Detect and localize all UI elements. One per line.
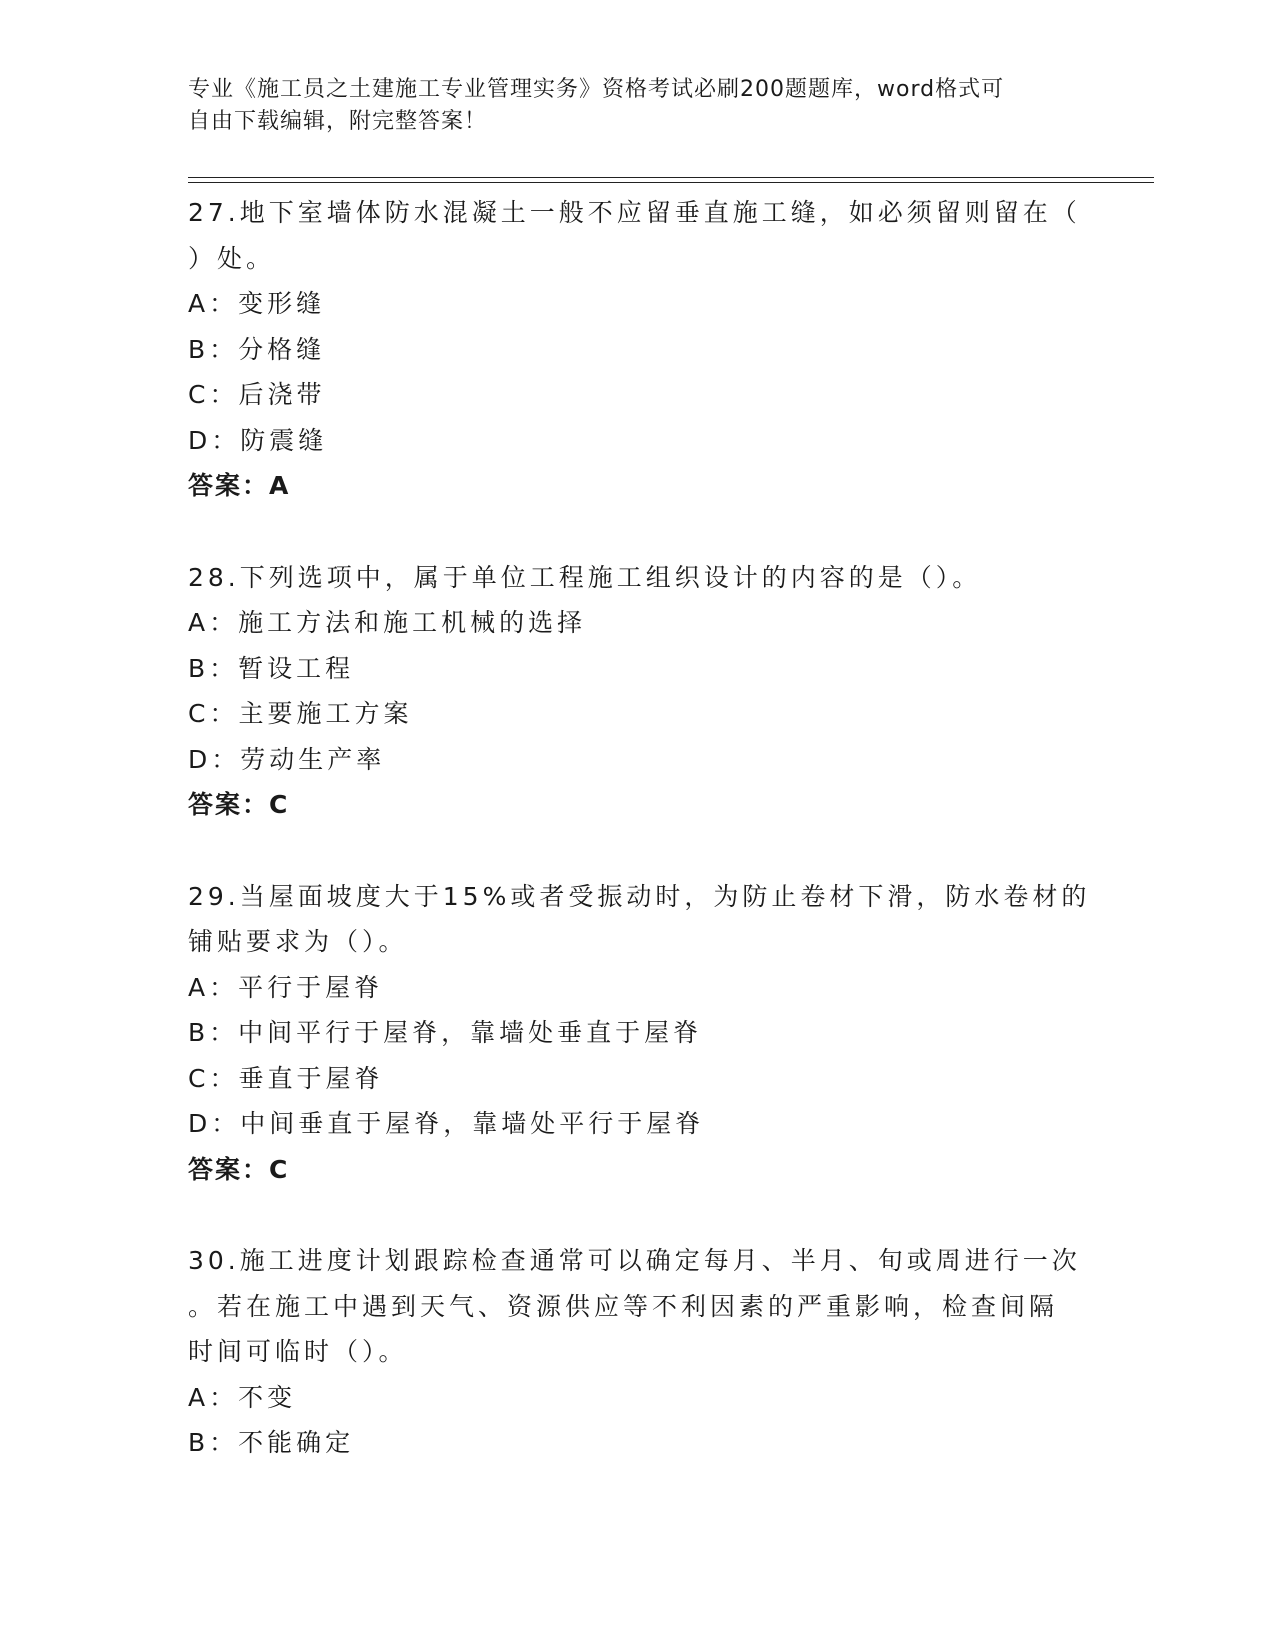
option-b: B：分格缝 <box>188 334 326 364</box>
question-stem: 时间可临时（）。 <box>188 1337 408 1366</box>
option-b: B：暂设工程 <box>188 653 355 683</box>
option-a: A：施工方法和施工机械的选择 <box>188 608 587 637</box>
document-header <box>188 74 1068 138</box>
question-28 <box>188 555 1088 828</box>
option-a: A：不变 <box>188 1382 297 1412</box>
option-d: D：劳动生产率 <box>188 744 386 774</box>
question-stem: ）处。 <box>188 243 276 273</box>
option-d: D：中间垂直于屋脊，靠墙处平行于屋脊 <box>188 1109 705 1138</box>
option-b: B：中间平行于屋脊，靠墙处垂直于屋脊 <box>188 1018 703 1047</box>
question-27 <box>188 190 1088 509</box>
header-line-2: 自由下载编辑，附完整答案！ <box>188 109 488 134</box>
question-stem: 27.地下室墙体防水混凝土一般不应留垂直施工缝，如必须留则留在（ <box>188 198 1081 227</box>
question-30 <box>188 1238 1088 1466</box>
option-a: A：变形缝 <box>188 289 326 318</box>
option-c: C：主要施工方案 <box>188 699 413 728</box>
question-stem: 30.施工进度计划跟踪检查通常可以确定每月、半月、旬或周进行一次 <box>188 1246 1081 1275</box>
question-29 <box>188 874 1091 1193</box>
option-b: B：不能确定 <box>188 1428 355 1457</box>
option-c: C：垂直于屋脊 <box>188 1063 384 1093</box>
header-divider-bottom <box>188 182 1154 183</box>
option-d: D：防震缝 <box>188 425 328 455</box>
question-stem: 28.下列选项中，属于单位工程施工组织设计的内容的是（）。 <box>188 562 982 592</box>
question-stem: 。若在施工中遇到天气、资源供应等不利因素的严重影响，检查间隔 <box>188 1291 1059 1321</box>
question-stem: 29.当屋面坡度大于15%或者受振动时，为防止卷材下滑，防水卷材的 <box>188 881 1091 911</box>
answer-label: 答案：A <box>188 471 291 500</box>
option-c: C：后浇带 <box>188 380 326 409</box>
question-list <box>188 190 1091 1512</box>
question-stem: 铺贴要求为（）。 <box>188 927 408 956</box>
option-a: A：平行于屋脊 <box>188 972 384 1002</box>
answer-label: 答案：C <box>188 790 290 819</box>
header-line-1: 专业《施工员之土建施工专业管理实务》资格考试必刷200题题库，word格式可 <box>188 77 1005 102</box>
answer-label: 答案：C <box>188 1154 290 1184</box>
header-divider-top <box>188 177 1154 178</box>
